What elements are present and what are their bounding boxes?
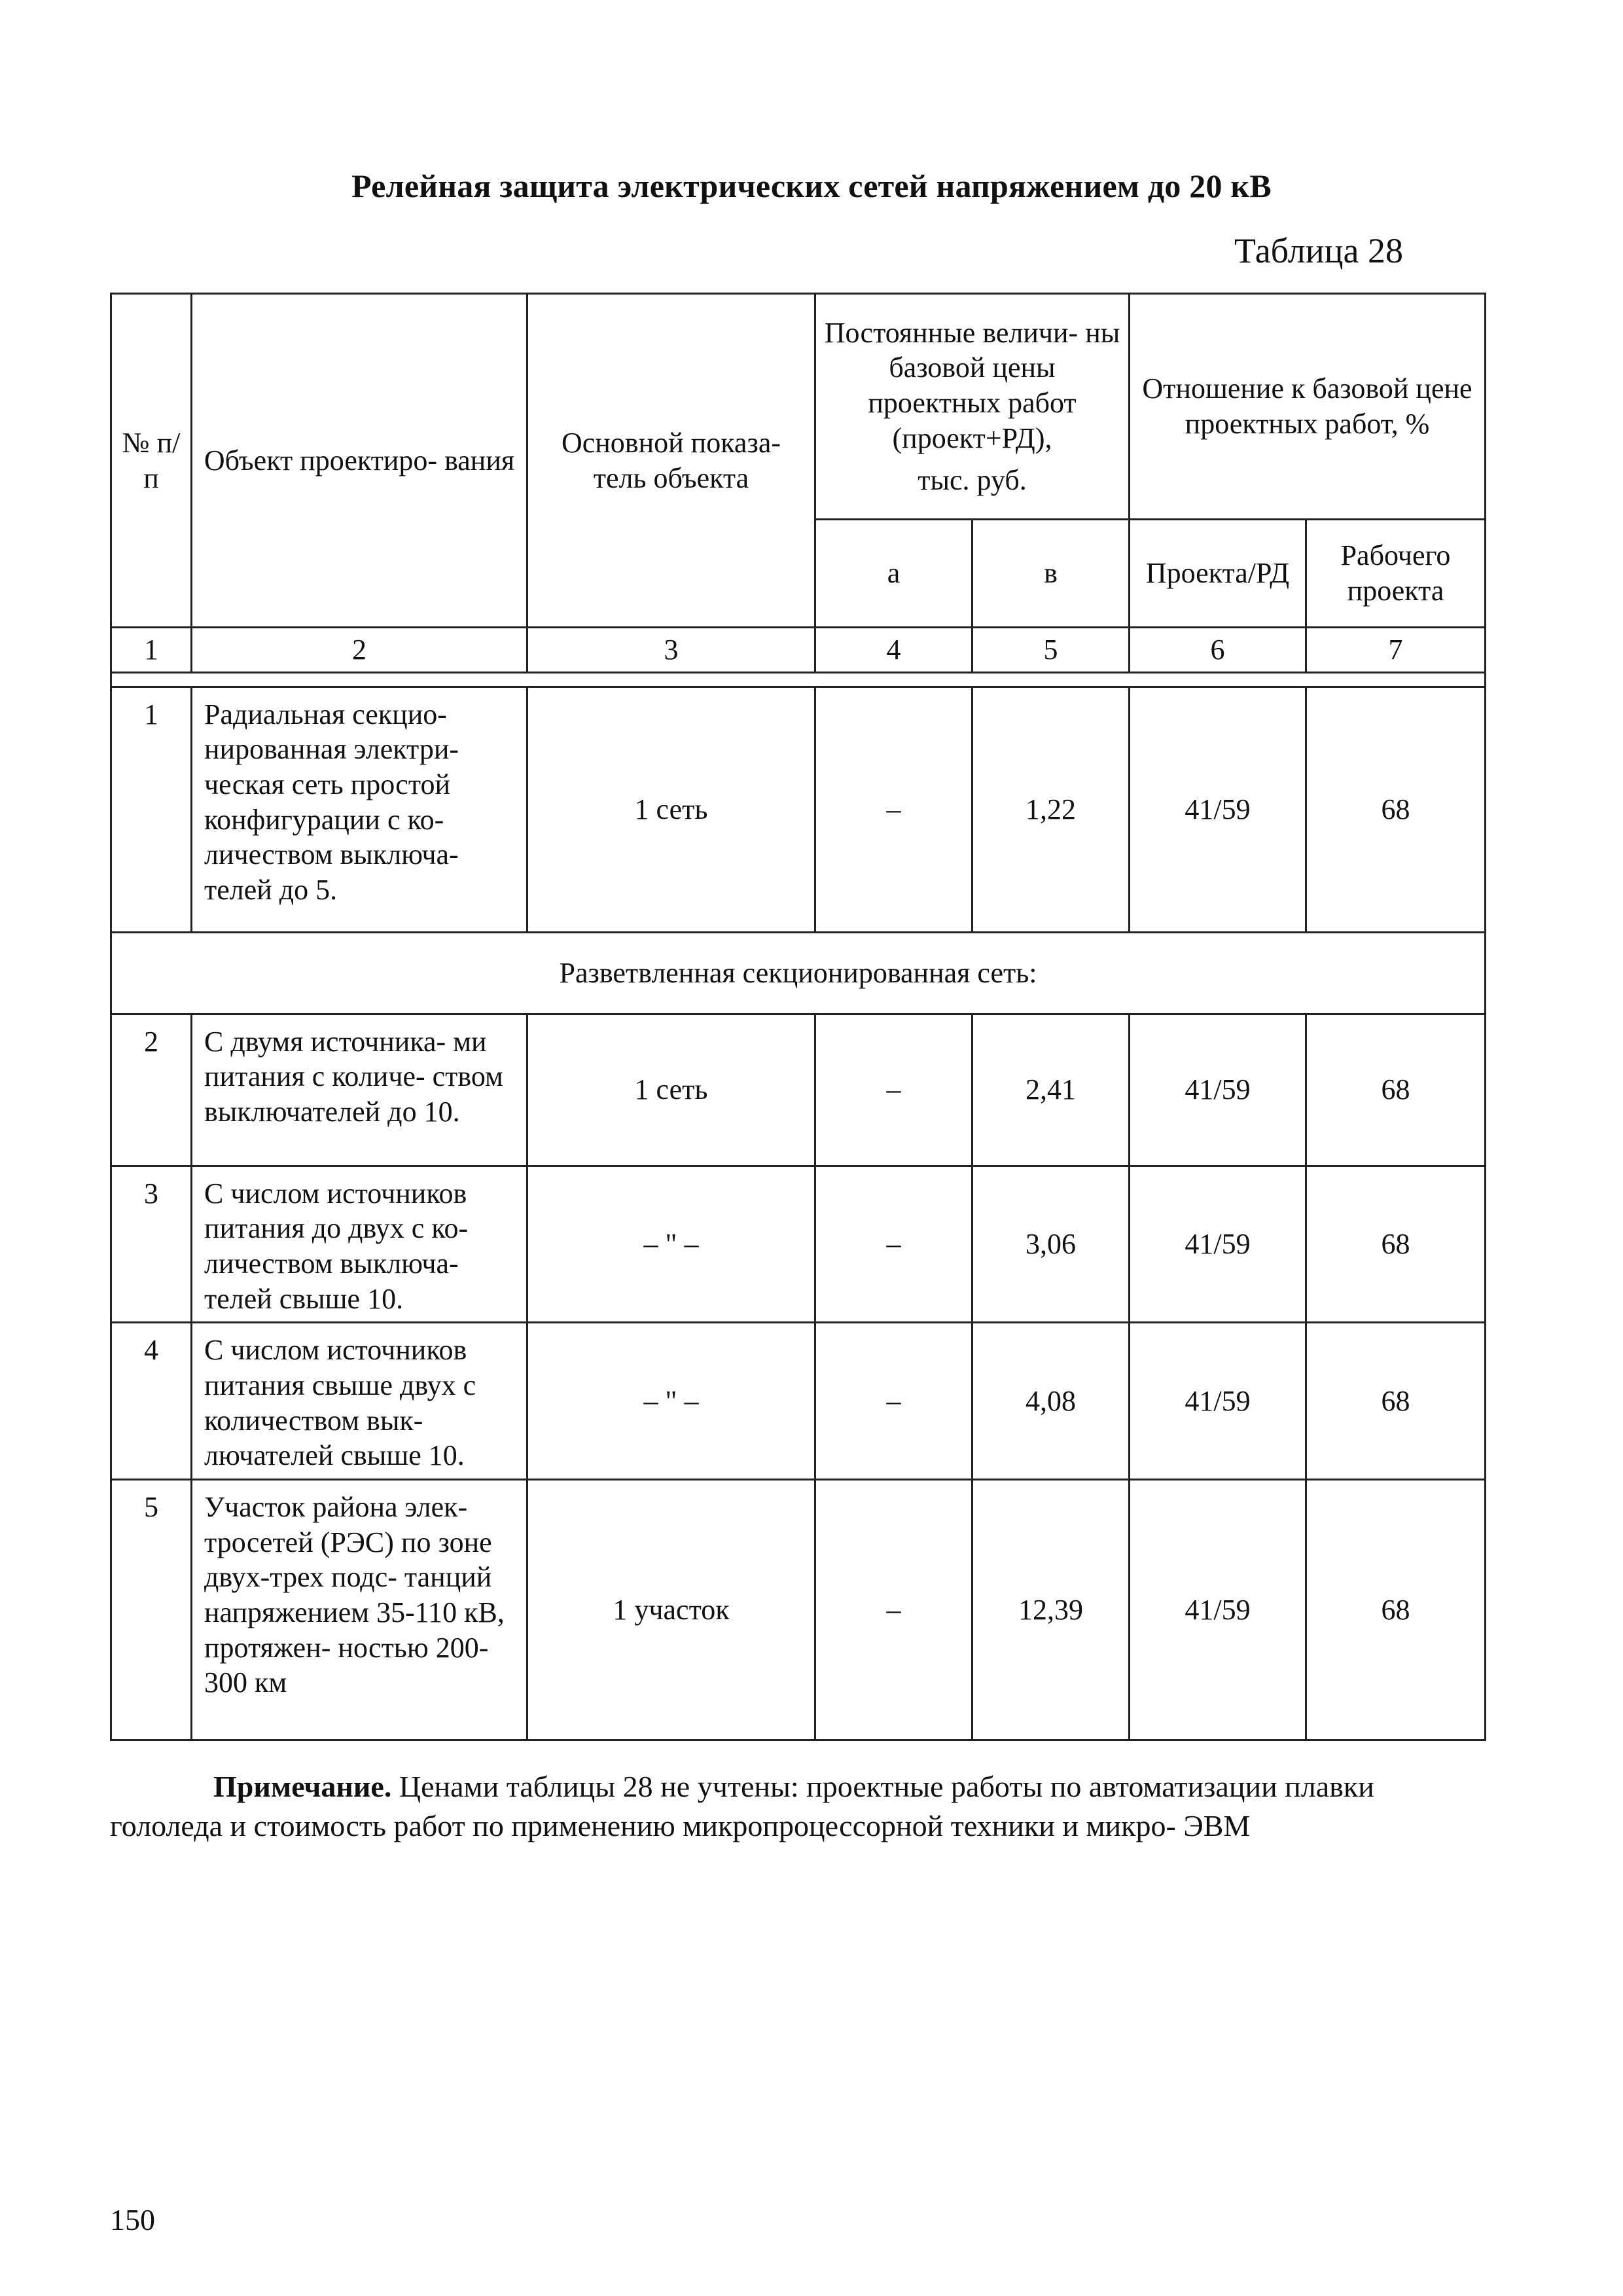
footnote-text: Ценами таблицы 28 не учтены: проектные работы по автоматизации плавки гололеда и стоимость работ по применению микропроцессорной техники и микро- ЭВМ [110,1770,1374,1842]
row-b: 1,22 [972,687,1130,932]
row-indicator: 1 сеть [527,1014,815,1166]
table-row [111,1166,1486,1323]
header-proj-rd: Проекта/РД [1130,520,1306,628]
table-label: Таблица 28 [1234,231,1403,270]
column-index: 5 [972,628,1130,673]
header-const [815,294,1130,520]
row-ratio-work: 68 [1306,1323,1486,1480]
row-object: С числом источников питания свыше двух с количеством вык- лючателей свыше 10. [192,1323,527,1480]
row-a: – [815,1166,972,1323]
row-ratio-work: 68 [1306,1014,1486,1166]
row-no: 3 [111,1166,192,1323]
section-subtitle: Разветвленная секционированная сеть: [111,932,1486,1014]
row-indicator: – " – [527,1166,815,1323]
column-index: 7 [1306,628,1486,673]
row-indicator: – " – [527,1323,815,1480]
header-indicator: Основной показа- тель объекта [527,294,815,628]
table-row [111,1480,1486,1740]
header-b: в [972,520,1130,628]
row-b: 4,08 [972,1323,1130,1480]
row-ratio-proj-rd: 41/59 [1130,1014,1306,1166]
row-object: Участок района элек- тросетей (РЭС) по зоне двух-трех подс- танций напряжением 35-110 кВ, протяжен- ностью 200-300 км [192,1480,527,1740]
column-index: 2 [192,628,527,673]
row-ratio-proj-rd: 41/59 [1130,1166,1306,1323]
header-const-label: Постоянные величи- ны базовой цены проектных работ (проект+РД), [824,316,1120,454]
row-ratio-proj-rd: 41/59 [1130,1480,1306,1740]
row-a: – [815,1014,972,1166]
row-no: 4 [111,1323,192,1480]
row-a: – [815,1323,972,1480]
row-a: – [815,1480,972,1740]
table-row [111,1014,1486,1166]
row-ratio-work: 68 [1306,687,1486,932]
header-object: Объект проектиро- вания [192,294,527,628]
row-object: С числом источников питания до двух с ко- личеством выключа- телей свыше 10. [192,1166,527,1323]
row-b: 3,06 [972,1166,1130,1323]
row-ratio-work: 68 [1306,1166,1486,1323]
row-ratio-proj-rd: 41/59 [1130,687,1306,932]
footnote-label: Примечание. [213,1770,392,1803]
column-index: 1 [111,628,192,673]
page-title: Релейная защита электрических сетей напряжением до 20 кВ [351,168,1272,204]
header-gap [111,672,1486,687]
column-index: 4 [815,628,972,673]
column-index: 6 [1130,628,1306,673]
table-row [111,687,1486,932]
row-indicator: 1 участок [527,1480,815,1740]
price-table [110,293,1486,1741]
row-b: 12,39 [972,1480,1130,1740]
row-object: Радиальная секцио- нированная электри- ческая сеть простой конфигурации с ко- личеством выключа- телей до 5. [192,687,527,932]
header-const-unit: тыс. руб. [918,463,1027,496]
row-no: 2 [111,1014,192,1166]
header-no: № п/п [111,294,192,628]
row-no: 1 [111,687,192,932]
row-object: С двумя источника- ми питания с количе- ством выключателей до 10. [192,1014,527,1166]
header-a: а [815,520,972,628]
row-indicator: 1 сеть [527,687,815,932]
page-number: 150 [110,2203,155,2236]
footnote [110,1767,1471,1846]
table-row [111,1323,1486,1480]
header-ratio: Отношение к базовой цене проектных работ, % [1130,294,1486,520]
row-a: – [815,687,972,932]
row-ratio-proj-rd: 41/59 [1130,1323,1306,1480]
row-ratio-work: 68 [1306,1480,1486,1740]
row-no: 5 [111,1480,192,1740]
column-index: 3 [527,628,815,673]
header-work-proj: Рабочего проекта [1306,520,1486,628]
row-b: 2,41 [972,1014,1130,1166]
